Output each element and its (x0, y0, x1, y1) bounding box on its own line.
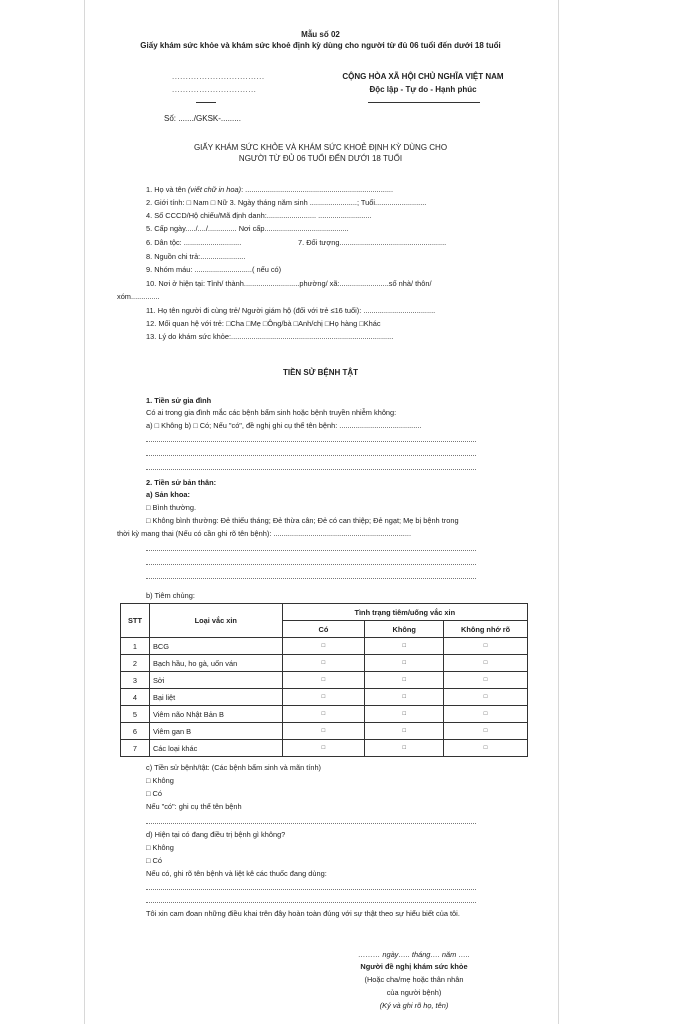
family-history-question: Có ai trong gia đình mắc các bệnh bẩm sinh hoặc bệnh truyền nhiễm không: (146, 408, 397, 417)
family-history-heading: 1. Tiền sử gia đình (146, 396, 212, 405)
main-title-line-1: GIẤY KHÁM SỨC KHỎE VÀ KHÁM SỨC KHOẺ ĐỊNH KỲ DÙNG CHO (193, 143, 448, 152)
col-unknown: Không nhớ rõ (444, 621, 528, 638)
field-full-name (146, 185, 393, 194)
national-title: CỘNG HÒA XÃ HỘI CHỦ NGHĨA VIỆT NAM (342, 72, 504, 81)
row-stt: 1 (121, 638, 150, 655)
table-row (121, 672, 528, 689)
checkbox-yes[interactable]: □ (282, 740, 365, 757)
vaccine-table (120, 603, 528, 757)
disease-history-note: Nếu "có": ghi cụ thể tên bệnh (146, 802, 242, 811)
signature-instruction: (Ký và ghi rõ họ, tên) (379, 1001, 449, 1010)
checkbox-no[interactable]: □ (365, 638, 444, 655)
field-subject: 7. Đối tượng.................................................... (298, 238, 447, 247)
obstetric-abnormal-cont: thời kỳ mang thai (Nếu có cần ghi rõ tên bệnh): ................................................................... (117, 529, 412, 538)
row-vaccine-name: Viêm gan B (149, 723, 282, 740)
obstetric-heading: a) Sản khoa: (146, 490, 190, 499)
table-row (121, 638, 528, 655)
checkbox-yes[interactable]: □ (282, 655, 365, 672)
agency-line-1: .................................. (172, 72, 265, 81)
checkbox-no[interactable]: □ (365, 740, 444, 757)
field-reason: 13. Lý do khám sức khỏe:............................................................................... (146, 332, 394, 341)
row-vaccine-name: Bạch hầu, ho gà, uốn ván (149, 655, 282, 672)
row-stt: 3 (121, 672, 150, 689)
col-vaccine-name: Loại vắc xin (149, 604, 282, 638)
agency-underline (196, 102, 216, 103)
obstetric-fill-line-1 (146, 550, 476, 551)
field-ethnicity: 6. Dân tộc: ............................ (146, 238, 242, 247)
col-status: Tình trạng tiêm/uống vắc xin (282, 604, 527, 621)
obstetric-fill-line-3 (146, 578, 476, 579)
obstetric-normal: □ Bình thường. (146, 503, 197, 512)
field-payment-source: 8. Nguồn chi trả:...................... (146, 252, 246, 261)
current-treatment-yes[interactable]: □ Có (146, 856, 162, 865)
checkbox-unknown[interactable]: □ (444, 706, 528, 723)
motto-underline (368, 102, 480, 103)
checkbox-no[interactable]: □ (365, 706, 444, 723)
col-yes: Có (282, 621, 365, 638)
disease-history-no[interactable]: □ Không (146, 776, 174, 785)
history-title: TIỀN SỬ BỆNH TẬT (282, 368, 359, 377)
table-row (121, 723, 528, 740)
signature-subtitle-2: của người bệnh) (386, 988, 442, 997)
checkbox-unknown[interactable]: □ (444, 689, 528, 706)
obstetric-abnormal: □ Không bình thường: Đẻ thiếu tháng; Đẻ thừa cân; Đẻ có can thiệp; Đẻ ngạt; Mẹ bị bệnh trong (146, 516, 459, 525)
vaccination-heading: b) Tiêm chủng: (146, 591, 195, 600)
checkbox-no[interactable]: □ (365, 655, 444, 672)
disease-history-heading: c) Tiền sử bệnh/tật: (Các bệnh bẩm sinh và mãn tính) (146, 763, 322, 772)
checkbox-unknown[interactable]: □ (444, 638, 528, 655)
current-treatment-note: Nếu có, ghi rõ tên bệnh và liệt kê các thuốc đang dùng: (146, 869, 327, 878)
checkbox-yes[interactable]: □ (282, 689, 365, 706)
obstetric-fill-line-2 (146, 564, 476, 565)
signature-subtitle-1: (Hoặc cha/mẹ hoặc thân nhân (364, 975, 464, 984)
row-stt: 5 (121, 706, 150, 723)
family-fill-line-2 (146, 455, 476, 456)
field-gender-dob: 2. Giới tính: □ Nam □ Nữ 3. Ngày tháng năm sinh .......................; Tuổi......................... (146, 198, 427, 207)
checkbox-yes[interactable]: □ (282, 723, 365, 740)
document-number: Số: ......./GKSK-......... (164, 114, 241, 123)
checkbox-yes[interactable]: □ (282, 672, 365, 689)
disease-fill-line (146, 823, 476, 824)
checkbox-unknown[interactable]: □ (444, 655, 528, 672)
current-treatment-heading: d) Hiện tại có đang điều trị bệnh gì không? (146, 830, 286, 839)
family-fill-line-3 (146, 469, 476, 470)
row-stt: 7 (121, 740, 150, 757)
family-fill-line-1 (146, 441, 476, 442)
signature-date: ……… ngày….. tháng…. năm ….. (358, 950, 470, 959)
checkbox-no[interactable]: □ (365, 723, 444, 740)
table-row (121, 655, 528, 672)
main-title-line-2: NGƯỜI TỪ ĐỦ 06 TUỔI ĐẾN DƯỚI 18 TUỔI (238, 154, 403, 163)
treatment-fill-line-2 (146, 902, 476, 903)
checkbox-no[interactable]: □ (365, 672, 444, 689)
checkbox-unknown[interactable]: □ (444, 672, 528, 689)
field-address: 10. Nơi ở hiện tại: Tỉnh/ thành...........................phường/ xã:........................số nhà/ thôn/ (146, 279, 432, 288)
field-relationship: 12. Mối quan hệ với trẻ: □Cha □Mẹ □Ông/bà □Anh/chị □Họ hàng □Khác (146, 319, 381, 328)
agency-line-2: ............................... (172, 85, 257, 94)
row-vaccine-name: Sởi (149, 672, 282, 689)
col-stt: STT (121, 604, 150, 638)
form-title: Giấy khám sức khỏe và khám sức khoẻ định kỳ dùng cho người từ đủ 06 tuổi đến dưới 18 tuổi (140, 41, 501, 50)
row-vaccine-name: Bại liệt (149, 689, 282, 706)
row-vaccine-name: BCG (149, 638, 282, 655)
table-row (121, 740, 528, 757)
personal-history-heading: 2. Tiền sử bản thân: (146, 478, 217, 487)
field-full-name-hint: (viết chữ in hoa) (187, 185, 242, 194)
row-stt: 4 (121, 689, 150, 706)
family-history-answer: a) □ Không b) □ Có; Nếu "có", đề nghị ghi cụ thể tên bệnh: ........................................ (146, 421, 422, 430)
row-vaccine-name: Viêm não Nhật Bản B (149, 706, 282, 723)
row-vaccine-name: Các loại khác (149, 740, 282, 757)
vaccine-table-header-row (121, 604, 528, 621)
field-full-name-dots: : ........................................................................ (241, 185, 394, 194)
row-stt: 2 (121, 655, 150, 672)
row-stt: 6 (121, 723, 150, 740)
current-treatment-no[interactable]: □ Không (146, 843, 174, 852)
disease-history-yes[interactable]: □ Có (146, 789, 162, 798)
field-address-cont: xóm.............. (117, 292, 160, 301)
field-issue-date: 5. Cấp ngày...../..../.............. Nơi cấp......................................... (146, 224, 349, 233)
form-number: Mẫu số 02 (301, 30, 340, 39)
field-blood-type: 9. Nhóm máu: ............................( nếu có) (146, 265, 282, 274)
checkbox-unknown[interactable]: □ (444, 740, 528, 757)
national-motto: Độc lập - Tự do - Hạnh phúc (369, 85, 477, 94)
checkbox-yes[interactable]: □ (282, 638, 365, 655)
table-row (121, 706, 528, 723)
col-no: Không (365, 621, 444, 638)
checkbox-unknown[interactable]: □ (444, 723, 528, 740)
field-id-number: 4. Số CCCD/Hộ chiếu/Mã định danh:........................ .......................... (146, 211, 372, 220)
field-full-name-label: 1. Họ và tên (146, 185, 188, 194)
signature-title: Người đề nghị khám sức khỏe (360, 962, 468, 971)
treatment-fill-line-1 (146, 889, 476, 890)
checkbox-no[interactable]: □ (365, 689, 444, 706)
checkbox-yes[interactable]: □ (282, 706, 365, 723)
commitment-statement: Tôi xin cam đoan những điều khai trên đây hoàn toàn đúng với sự thật theo sự hiểu biết của tôi. (146, 909, 460, 918)
table-row (121, 689, 528, 706)
field-guardian: 11. Họ tên người đi cùng trẻ/ Người giám hộ (đối với trẻ ≤16 tuổi): ................................... (146, 306, 436, 315)
